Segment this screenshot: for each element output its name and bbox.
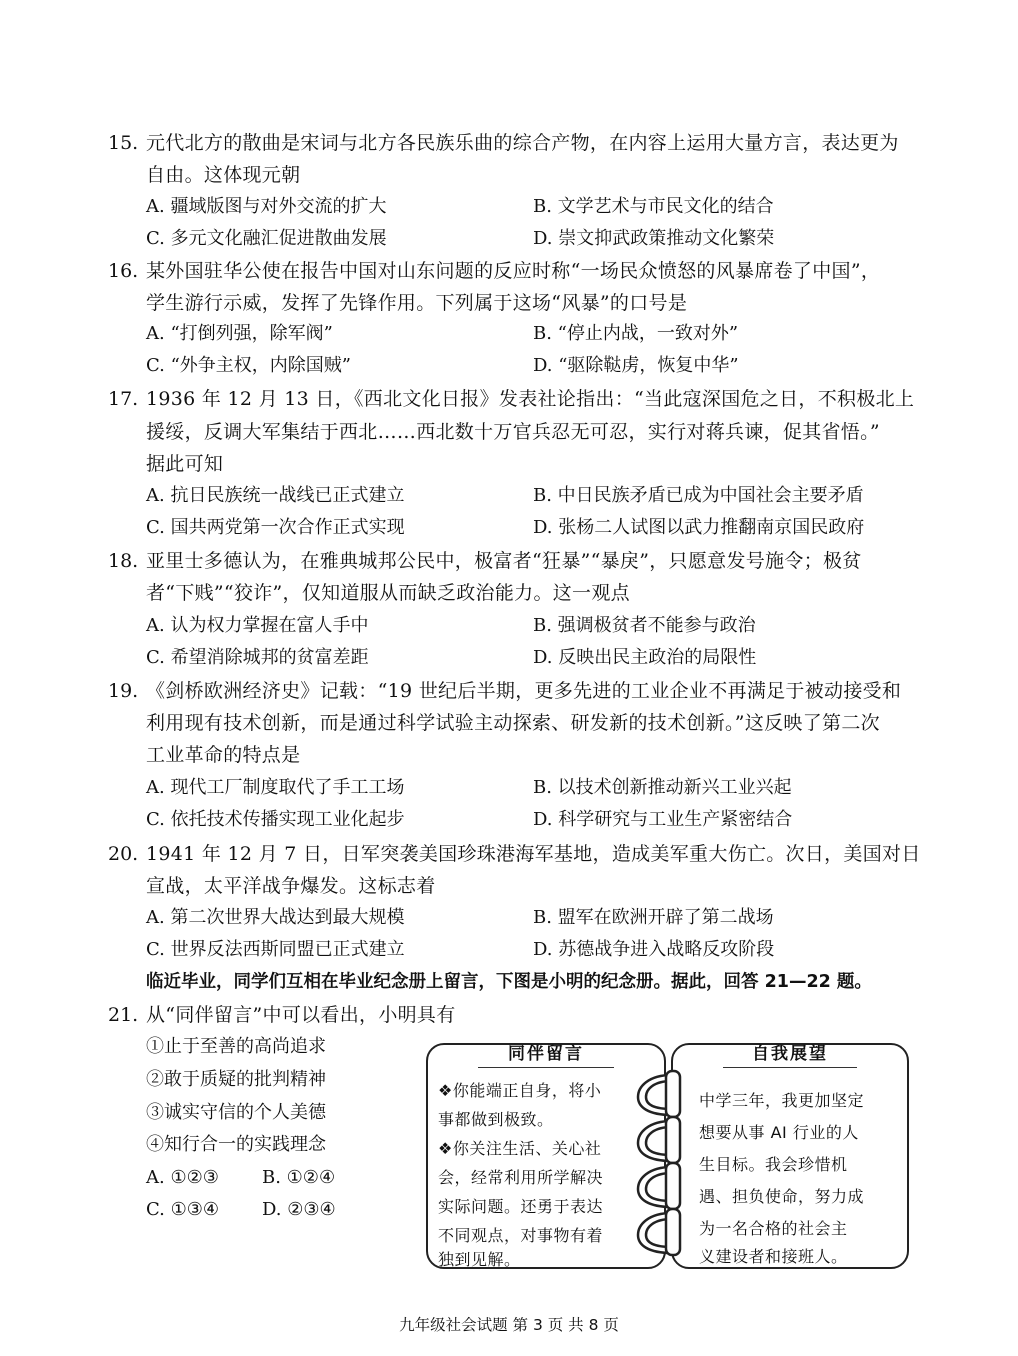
q21-option-c: C. ①③④ — [146, 1199, 219, 1220]
q18-option-a: A. 认为权力掌握在富人手中 — [146, 615, 369, 636]
peer-message-line-7: 独到见解。 — [438, 1250, 521, 1269]
q20-stem-line-2: 宣战，太平洋战争爆发。这标志着 — [146, 875, 436, 897]
q18-stem-line-1: 亚里士多德认为，在雅典城邦公民中，极富者“狂暴”“暴戾”，只愿意发号施令；极贫 — [146, 550, 862, 572]
q19-stem-line-3: 工业革命的特点是 — [146, 744, 301, 766]
q15-option-d: D. 崇文抑武政策推动文化繁荣 — [533, 228, 775, 249]
peer-message-line-3: ❖你关注生活、关心社 — [438, 1139, 602, 1158]
q18-option-c: C. 希望消除城邦的贫富差距 — [146, 647, 369, 668]
q21-item-3: ③诚实守信的个人美德 — [146, 1102, 326, 1123]
q16-option-c: C. “外争主权，内除国贼” — [146, 355, 351, 376]
q17-option-a: A. 抗日民族统一战线已正式建立 — [146, 485, 405, 506]
q19-option-b: B. 以技术创新推动新兴工业兴起 — [533, 777, 792, 798]
q20-option-c: C. 世界反法西斯同盟已正式建立 — [146, 939, 405, 960]
q17-number: 17. — [108, 388, 139, 410]
self-outlook-title: 自我展望 — [752, 1044, 828, 1064]
title-divider — [478, 1067, 614, 1068]
q19-number: 19. — [108, 680, 139, 702]
q21-option-d: D. ②③④ — [262, 1199, 336, 1220]
peer-message-line-1: ❖你能端正自身，将小 — [438, 1081, 602, 1100]
q21-option-b: B. ①②④ — [262, 1167, 336, 1188]
q18-number: 18. — [108, 550, 139, 572]
peer-message-line-5: 实际问题。还勇于表达 — [438, 1197, 604, 1216]
memorial-book-figure — [423, 1033, 911, 1273]
q16-number: 16. — [108, 260, 139, 282]
q15-option-c: C. 多元文化融汇促进散曲发展 — [146, 228, 387, 249]
peer-message-line-6: 不同观点，对事物有着 — [438, 1226, 604, 1245]
peer-message-line-4: 会，经常利用所学解决 — [438, 1168, 604, 1187]
q19-stem-line-1: 《剑桥欧洲经济史》记载：“19 世纪后半期，更多先进的工业企业不再满足于被动接受和 — [146, 680, 902, 702]
q17-stem-line-2: 援绥，反调大军集结于西北……西北数十万官兵忍无可忍，实行对蒋兵谏，促其省悟。” — [146, 421, 880, 443]
q19-option-d: D. 科学研究与工业生产紧密结合 — [533, 809, 793, 830]
page-footer: 九年级社会试题 第 3 页 共 8 页 — [399, 1316, 619, 1334]
q15-stem-line-1: 元代北方的散曲是宋词与北方各民族乐曲的综合产物，在内容上运用大量方言，表达更为 — [146, 132, 899, 154]
peer-message-title: 同伴留言 — [508, 1044, 584, 1064]
q19-option-c: C. 依托技术传播实现工业化起步 — [146, 809, 405, 830]
q18-stem-line-2: 者“下贱”“狡诈”，仅知道服从而缺乏政治能力。这一观点 — [146, 582, 630, 604]
q15-stem-line-2: 自由。这体现元朝 — [146, 164, 301, 186]
q17-option-b: B. 中日民族矛盾已成为中国社会主要矛盾 — [533, 485, 864, 506]
self-outlook-line-3: 生目标。我会珍惜机 — [699, 1155, 848, 1174]
self-outlook-line-4: 遇、担负使命，努力成 — [699, 1187, 865, 1206]
self-outlook-line-2: 想要从事 AI 行业的人 — [699, 1123, 859, 1142]
q18-option-b: B. 强调极贫者不能参与政治 — [533, 615, 756, 636]
q16-option-b: B. “停止内战，一致对外” — [533, 323, 739, 344]
binder-ring — [638, 1071, 680, 1117]
material-intro: 临近毕业，同学们互相在毕业纪念册上留言，下图是小明的纪念册。据此，回答 21—22 题。 — [146, 972, 872, 992]
q21-stem-line-1: 从“同伴留言”中可以看出，小明具有 — [146, 1004, 456, 1026]
q15-option-b: B. 文学艺术与市民文化的结合 — [533, 196, 774, 217]
binder-ring — [638, 1209, 680, 1255]
q16-stem-line-1: 某外国驻华公使在报告中国对山东问题的反应时称“一场民众愤怒的风暴席卷了中国”， — [146, 260, 881, 282]
q17-stem-line-1: 1936 年 12 月 13 日，《西北文化日报》发表社论指出：“当此寇深国危之日，不积极北上 — [146, 388, 915, 410]
q21-number: 21. — [108, 1004, 139, 1026]
q19-stem-line-2: 利用现有技术创新，而是通过科学试验主动探索、研发新的技术创新。”这反映了第二次 — [146, 712, 880, 734]
q21-item-4: ④知行合一的实践理念 — [146, 1134, 326, 1155]
q20-option-b: B. 盟军在欧洲开辟了第二战场 — [533, 907, 774, 928]
q21-item-2: ②敢于质疑的批判精神 — [146, 1069, 326, 1090]
q21-item-1: ①止于至善的高尚追求 — [146, 1036, 326, 1057]
q15-option-a: A. 疆域版图与对外交流的扩大 — [146, 196, 387, 217]
q16-option-d: D. “驱除鞑虏，恢复中华” — [533, 355, 739, 376]
binder-ring — [638, 1163, 680, 1209]
binder-rings — [630, 1053, 710, 1263]
q20-option-a: A. 第二次世界大战达到最大规模 — [146, 907, 405, 928]
q18-option-d: D. 反映出民主政治的局限性 — [533, 647, 757, 668]
self-outlook-line-1: 中学三年，我更加坚定 — [699, 1091, 865, 1110]
q19-option-a: A. 现代工厂制度取代了手工工场 — [146, 777, 405, 798]
binder-ring — [638, 1117, 680, 1163]
q17-option-d: D. 张杨二人试图以武力推翻南京国民政府 — [533, 517, 865, 538]
q16-stem-line-2: 学生游行示威，发挥了先锋作用。下列属于这场“风暴”的口号是 — [146, 292, 688, 314]
self-outlook-line-5: 为一名合格的社会主 — [699, 1219, 848, 1238]
q17-stem-line-3: 据此可知 — [146, 453, 224, 475]
q20-option-d: D. 苏德战争进入战略反攻阶段 — [533, 939, 775, 960]
self-outlook-line-6: 义建设者和接班人。 — [699, 1247, 848, 1266]
q20-number: 20. — [108, 843, 139, 865]
q15-number: 15. — [108, 132, 139, 154]
q21-option-a: A. ①②③ — [146, 1167, 219, 1188]
q20-stem-line-1: 1941 年 12 月 7 日，日军突袭美国珍珠港海军基地，造成美军重大伤亡。次日，美国对日 — [146, 843, 921, 865]
q16-option-a: A. “打倒列强，除军阀” — [146, 323, 333, 344]
q17-option-c: C. 国共两党第一次合作正式实现 — [146, 517, 405, 538]
peer-message-line-2: 事都做到极致。 — [438, 1110, 554, 1129]
title-divider — [723, 1067, 857, 1068]
